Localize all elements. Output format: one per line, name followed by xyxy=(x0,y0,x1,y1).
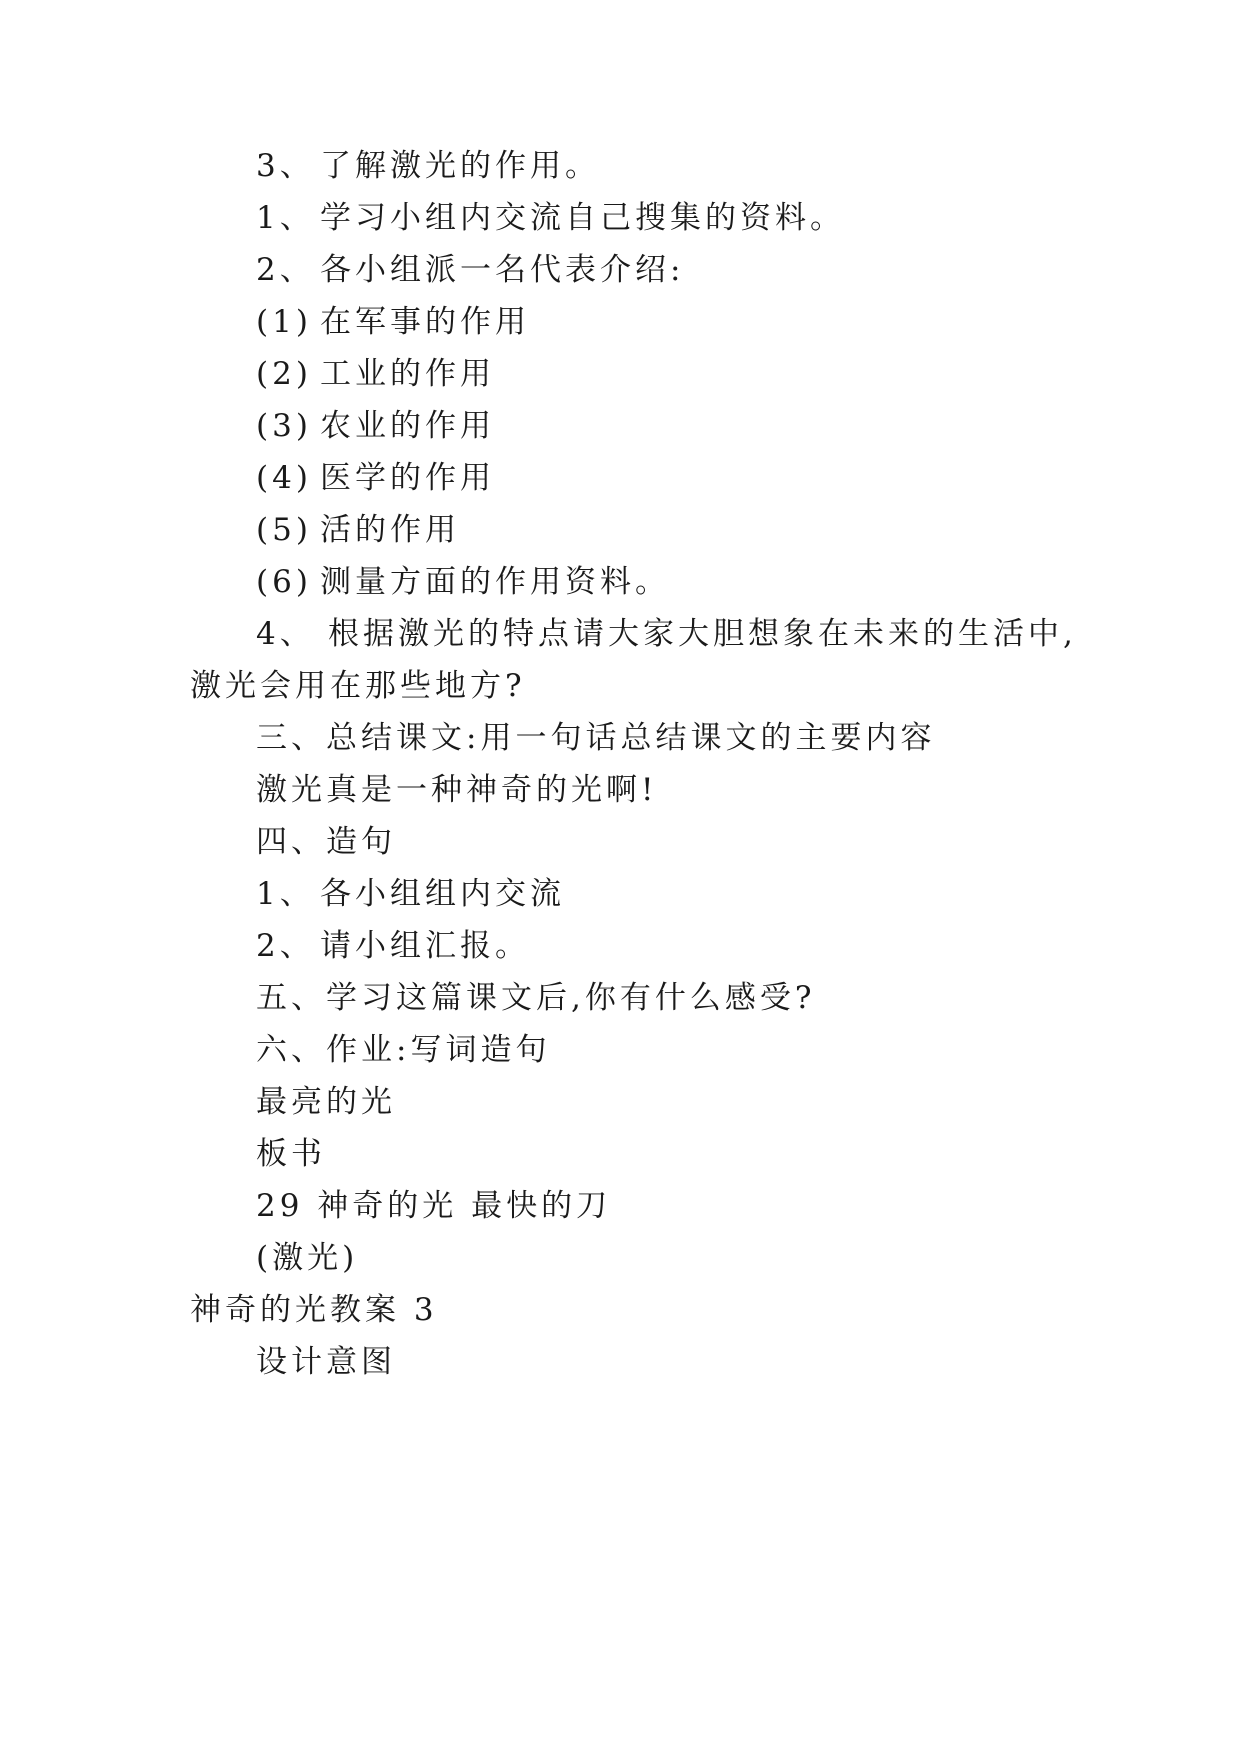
item-text: 请小组汇报。 xyxy=(320,928,530,964)
item-number: 1、 xyxy=(256,200,315,236)
list-item xyxy=(256,146,600,186)
item-number: 2、 xyxy=(256,252,315,288)
paragraph-continuation: 激光会用在那些地方? xyxy=(190,668,526,704)
list-item xyxy=(256,614,1077,654)
item-text: 活的作用 xyxy=(320,512,460,548)
list-item xyxy=(256,510,460,550)
paragraph: (激光) xyxy=(256,1240,359,1276)
list-item xyxy=(256,458,495,498)
list-item xyxy=(256,406,495,446)
item-text: 各小组派一名代表介绍: xyxy=(320,252,685,288)
document-title: 神奇的光教案 3 xyxy=(190,1292,438,1328)
section-heading: 六、作业:写词造句 xyxy=(256,1032,551,1068)
list-item xyxy=(256,250,684,290)
item-text: 各小组组内交流 xyxy=(320,876,565,912)
item-text: 医学的作用 xyxy=(320,460,495,496)
list-item xyxy=(256,562,670,602)
item-text: 农业的作用 xyxy=(320,408,495,444)
item-number: (5) xyxy=(256,512,312,548)
paragraph: 激光真是一种神奇的光啊! xyxy=(256,772,658,808)
item-number: 1、 xyxy=(256,876,315,912)
section-heading: 五、学习这篇课文后,你有什么感受? xyxy=(256,980,816,1016)
list-item xyxy=(256,302,530,342)
item-number: 4、 xyxy=(256,616,315,652)
item-text: 工业的作用 xyxy=(320,356,495,392)
item-text: 根据激光的特点请大家大胆想象在未来的生活中, xyxy=(328,616,1077,652)
list-item xyxy=(256,874,565,914)
list-item xyxy=(256,926,530,966)
item-number: (2) xyxy=(256,356,312,392)
paragraph: 板书 xyxy=(256,1136,326,1172)
item-number: (3) xyxy=(256,408,312,444)
item-number: (4) xyxy=(256,460,312,496)
item-number: 2、 xyxy=(256,928,315,964)
item-number: 3、 xyxy=(256,148,315,184)
section-heading: 设计意图 xyxy=(256,1344,396,1380)
item-text: 了解激光的作用。 xyxy=(320,148,600,184)
paragraph: 最亮的光 xyxy=(256,1084,396,1120)
paragraph: 29 神奇的光 最快的刀 xyxy=(256,1188,612,1224)
list-item xyxy=(256,354,495,394)
item-text: 测量方面的作用资料。 xyxy=(320,564,670,600)
item-text: 学习小组内交流自己搜集的资料。 xyxy=(320,200,845,236)
item-text: 在军事的作用 xyxy=(320,304,530,340)
section-heading: 四、造句 xyxy=(256,824,396,860)
section-heading: 三、总结课文:用一句话总结课文的主要内容 xyxy=(256,720,936,756)
item-number: (1) xyxy=(256,304,312,340)
item-number: (6) xyxy=(256,564,312,600)
list-item xyxy=(256,198,845,238)
